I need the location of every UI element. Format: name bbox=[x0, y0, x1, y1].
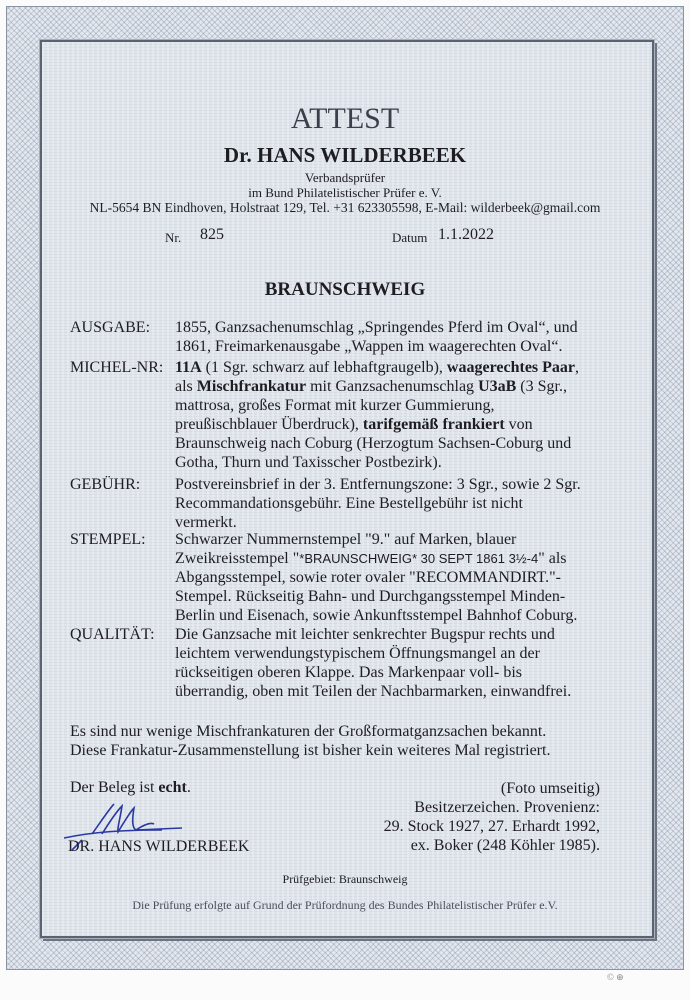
text-segment: mattrosa, großes Format mit kurzer Gummierung, bbox=[175, 397, 495, 414]
text-segment: Postvereinsbrief in der 3. Entfernungszone: 3 Sgr., sowie 2 Sgr. bbox=[175, 476, 581, 493]
section-line bbox=[175, 495, 523, 513]
text-segment: , bbox=[575, 359, 580, 376]
section-line bbox=[175, 607, 577, 625]
verdict bbox=[70, 779, 191, 797]
text-segment: Recommandationsgebühr. Eine Bestellgebühr ist nicht bbox=[175, 495, 523, 512]
verdict-prefix: Der Beleg ist bbox=[70, 779, 159, 796]
examiner-org: im Bund Philatelistischer Prüfer e. V. bbox=[248, 185, 442, 200]
text-segment: überrandig, oben mit Teilen der Nachbarmarken, einwandfrei. bbox=[175, 683, 572, 700]
text-segment: rückseitigen oberen Klappe. Das Markenpaar voll- bis bbox=[175, 664, 522, 681]
attest-title: ATTEST bbox=[290, 102, 400, 135]
text-segment: leichtem verwendungstypischem Öffnungsmangel an der bbox=[175, 645, 540, 662]
section-label: MICHEL-NR: bbox=[70, 359, 164, 376]
text-segment: Die Ganzsache mit leichter senkrechter Bugspur rechts und bbox=[175, 626, 555, 643]
text-segment: (3 Sgr., bbox=[516, 378, 567, 395]
section-line bbox=[175, 569, 561, 587]
text-segment: mit Ganzsachenumschlag bbox=[306, 378, 479, 395]
section-line bbox=[175, 397, 494, 415]
text-segment: Zweikreisstempel " bbox=[175, 550, 300, 567]
certificate-date: 1.1.2022 bbox=[438, 226, 494, 243]
signer-name: DR. HANS WILDERBEEK bbox=[68, 838, 250, 855]
copyright-icon: © ⊕ bbox=[607, 972, 624, 982]
examiner-role: Verbandsprüfer bbox=[304, 170, 386, 185]
text-segment: " als bbox=[538, 550, 567, 567]
section-line bbox=[175, 588, 565, 606]
section-line bbox=[175, 338, 562, 356]
text-segment: Abgangsstempel, sowie roter ovaler "RECOMMANDIRT."- bbox=[175, 569, 561, 586]
section-line bbox=[175, 435, 571, 453]
section-line bbox=[175, 531, 516, 549]
section-line bbox=[175, 319, 578, 337]
area-title: BRAUNSCHWEIG bbox=[264, 279, 426, 300]
text-segment: (1 Sgr. schwarz auf lebhaftgraugelb), bbox=[201, 359, 447, 376]
section-label: STEMPEL: bbox=[70, 531, 146, 548]
text-segment: vermerkt. bbox=[175, 514, 237, 531]
provenance-line: ex. Boker (248 Köhler 1985). bbox=[410, 837, 600, 854]
section-label: GEBÜHR: bbox=[70, 476, 141, 493]
text-segment: waagerechtes Paar bbox=[446, 359, 576, 376]
text-segment: U3aB bbox=[478, 378, 517, 395]
section-line bbox=[175, 476, 581, 494]
text-segment: preußischblauer Überdruck), bbox=[175, 416, 363, 433]
section-line bbox=[175, 626, 555, 644]
provenance-line: Besitzerzeichen. Provenienz: bbox=[414, 799, 600, 816]
remark-line-2: Diese Frankatur-Zusammenstellung ist bisher kein weiteres Mal registriert. bbox=[70, 742, 551, 759]
section-line bbox=[175, 683, 571, 701]
text-segment: Gotha, Thurn und Taxisscher Postbezirk). bbox=[175, 454, 442, 471]
section-label: AUSGABE: bbox=[70, 319, 151, 336]
section-label: QUALITÄT: bbox=[70, 626, 155, 643]
examiner-address: NL-5654 BN Eindhoven, Holstraat 129, Tel. +31 623305598, E-Mail: wilderbeek@gmail.com bbox=[89, 200, 601, 215]
section-line bbox=[175, 359, 579, 377]
provenance-line: 29. Stock 1927, 27. Erhardt 1992, bbox=[383, 818, 600, 835]
section-line bbox=[175, 664, 522, 682]
section-line bbox=[175, 378, 567, 396]
section-line bbox=[175, 454, 442, 472]
examiner-name: Dr. HANS WILDERBEEK bbox=[223, 143, 467, 167]
text-segment: als bbox=[175, 378, 197, 395]
text-segment: Berlin und Eisenach, sowie Ankunftsstempel Bahnhof Coburg. bbox=[175, 607, 578, 624]
section-line bbox=[175, 514, 237, 532]
text-segment: von bbox=[504, 416, 533, 433]
text-segment: Braunschweig nach Coburg (Herzogtum Sachsen-Coburg und bbox=[175, 435, 572, 452]
date-label: Datum bbox=[392, 230, 428, 245]
text-segment: tarifgemäß frankiert bbox=[362, 416, 505, 433]
text-segment: 1855, Ganzsachenumschlag „Springendes Pferd im Oval“, und bbox=[175, 319, 578, 336]
verdict-suffix: . bbox=[186, 779, 191, 796]
section-line bbox=[175, 550, 567, 568]
area-footer: Prüfgebiet: Braunschweig bbox=[282, 872, 408, 886]
verdict-word: echt bbox=[158, 779, 187, 796]
provenance-line: (Foto umseitig) bbox=[500, 780, 600, 797]
remark-line-1: Es sind nur wenige Mischfrankaturen der Großformatganzsachen bekannt. bbox=[70, 723, 547, 740]
text-segment: Mischfrankatur bbox=[196, 378, 307, 395]
text-segment: Schwarzer Nummernstempel "9." auf Marken, blauer bbox=[175, 531, 517, 548]
nr-label: Nr. bbox=[165, 230, 182, 245]
text-segment: *BRAUNSCHWEIG* 30 SEPT 1861 3½-4 bbox=[299, 551, 539, 566]
section-line bbox=[175, 645, 540, 663]
text-segment: 11A bbox=[175, 359, 202, 376]
regulation-footer: Die Prüfung erfolgte auf Grund der Prüfordnung des Bundes Philatelistischer Prüfer e.V. bbox=[132, 898, 558, 912]
section-line bbox=[175, 416, 533, 434]
provenance bbox=[384, 779, 600, 855]
text-segment: 1861, Freimarkenausgabe „Wappen im waagerechten Oval“. bbox=[175, 338, 563, 355]
certificate-number: 825 bbox=[200, 226, 224, 243]
text-segment: Stempel. Rückseitig Bahn- und Durchgangsstempel Minden- bbox=[175, 588, 566, 605]
